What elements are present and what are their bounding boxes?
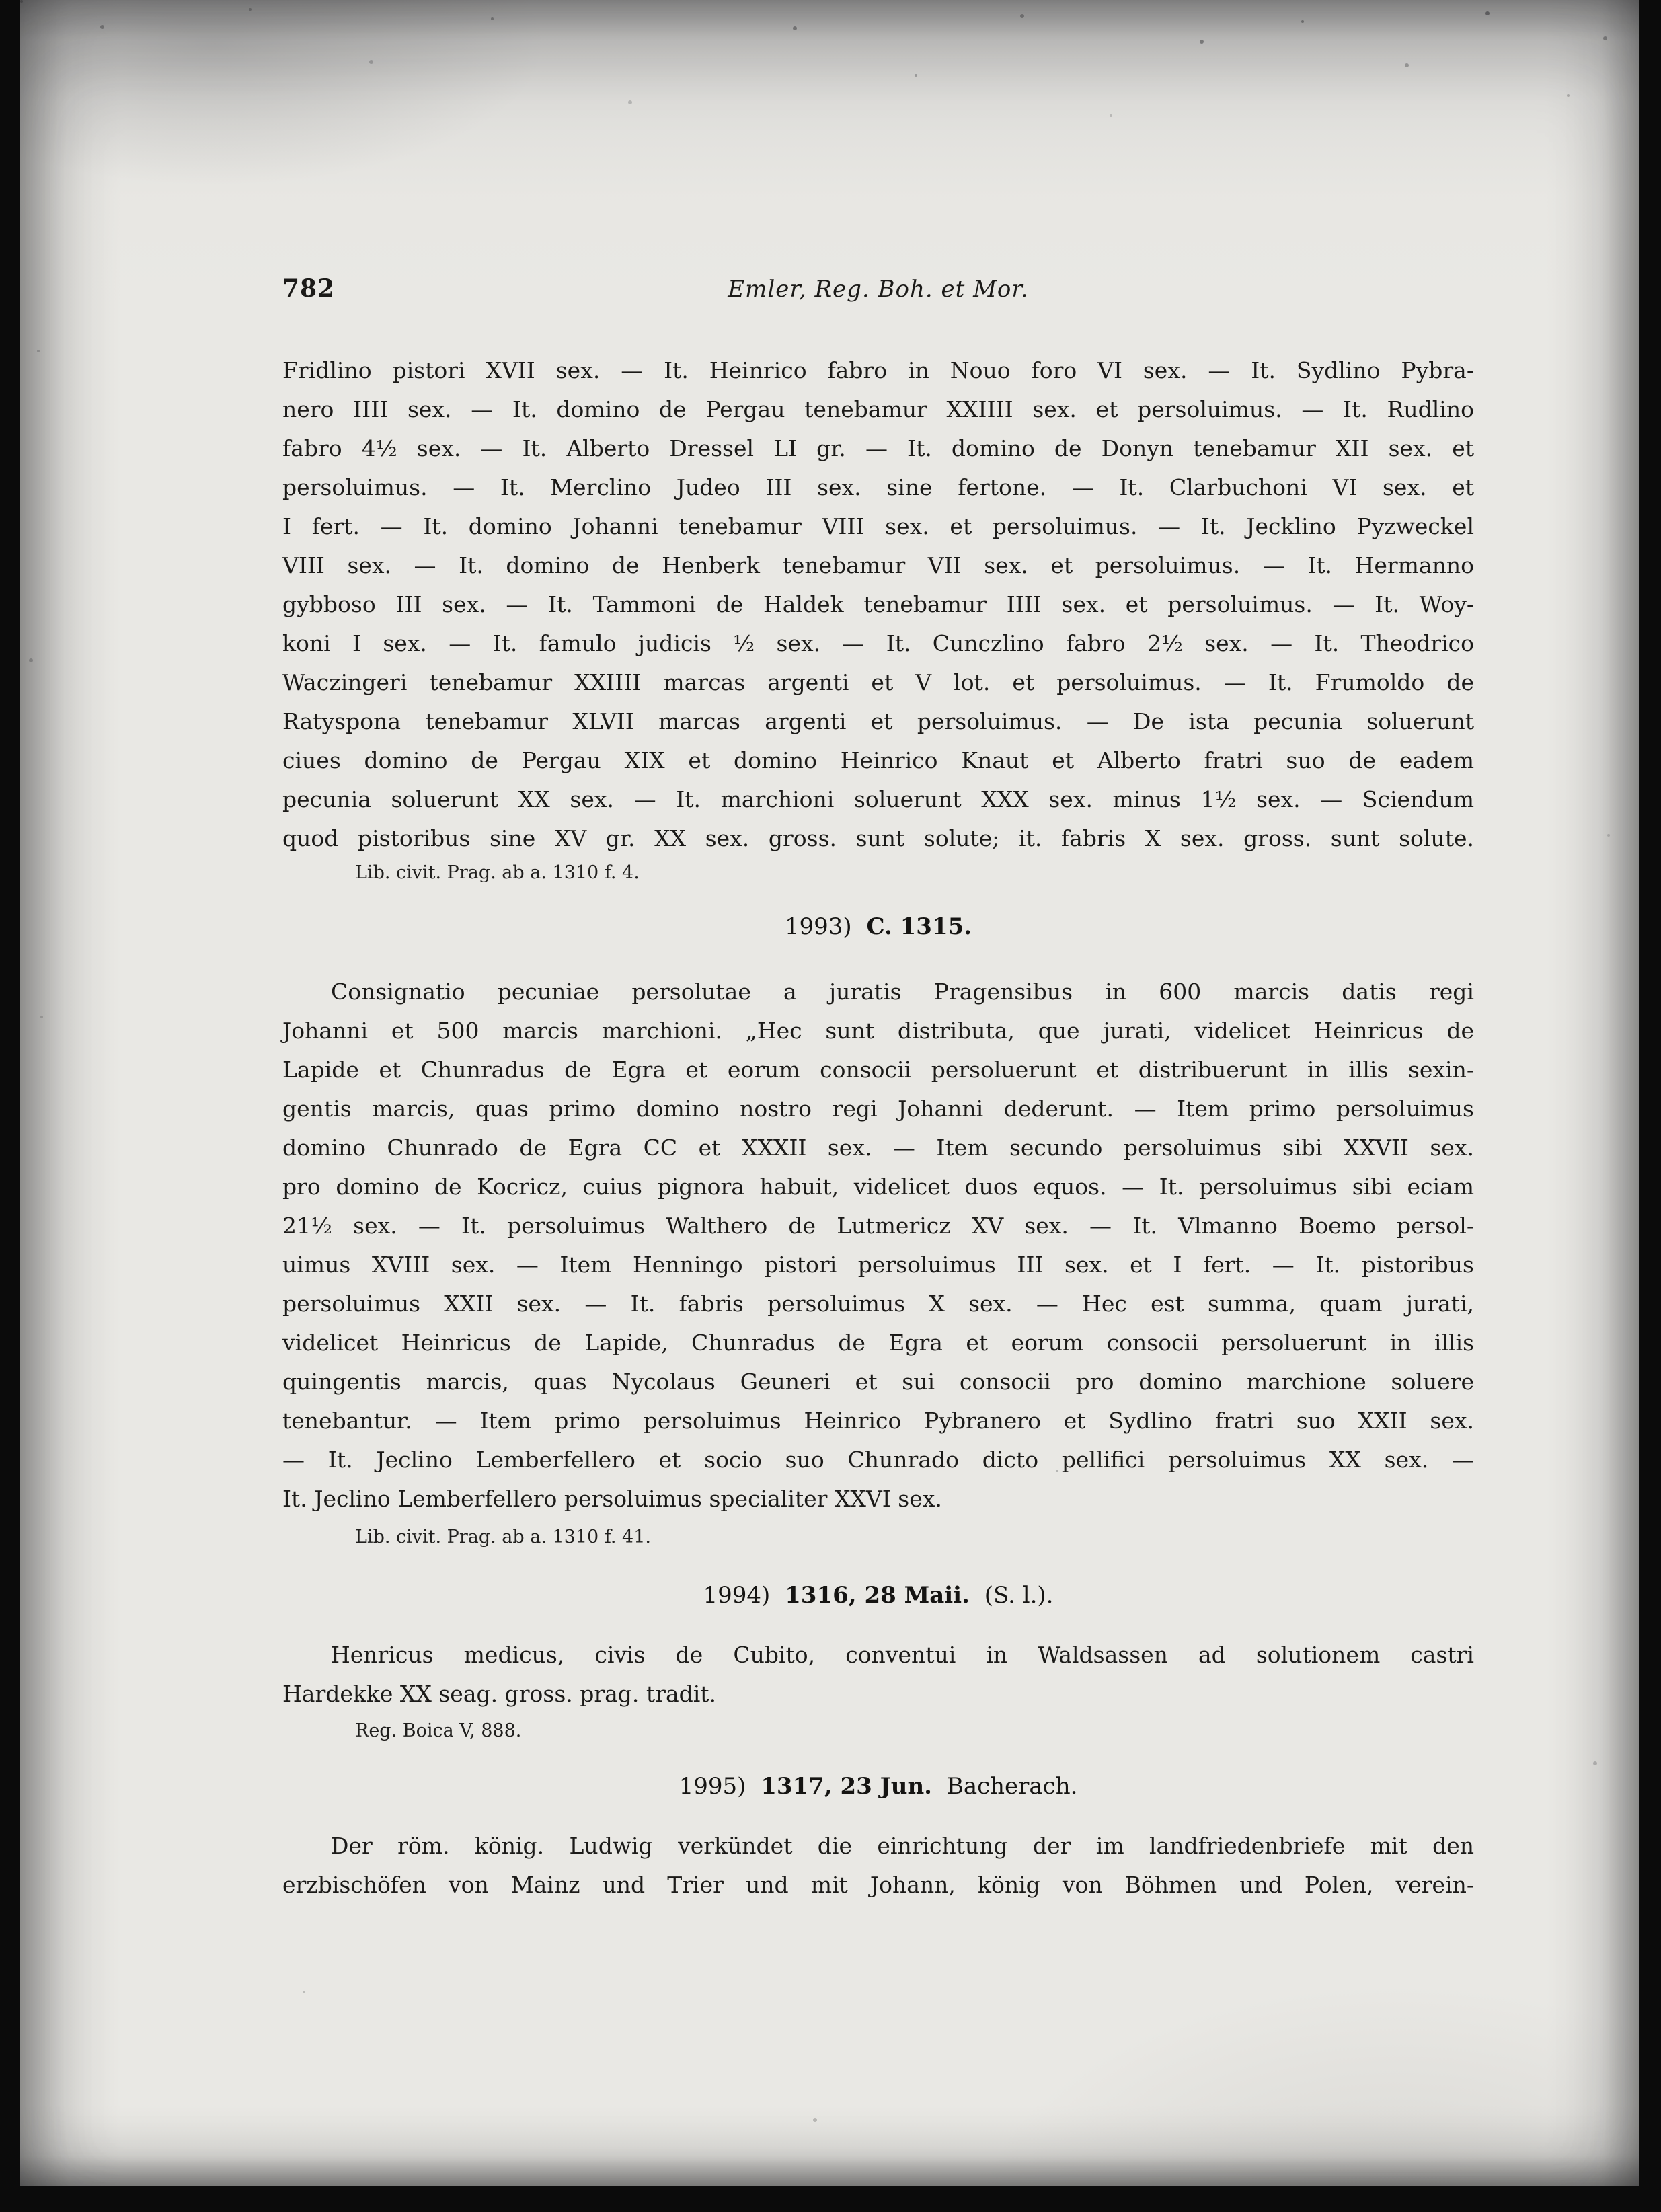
text-line: pecunia soluerunt XX sex. — It. marchioni soluerunt XXX sex. minus 1½ sex. — Sciendum: [282, 786, 1474, 812]
entry-1995-paragraph: [282, 1827, 1474, 1905]
text-line: gentis marcis, quas primo domino nostro regi Johanni dederunt. — Item primo persoluimus: [282, 1096, 1474, 1122]
heading-date: 1317, 23 Jun.: [761, 1773, 933, 1800]
text-line: Ratyspona tenebamur XLVII marcas argenti et persoluimus. — De ista pecunia soluerunt: [282, 708, 1474, 734]
text-line: 21½ sex. — It. persoluimus Walthero de Lutmericz XV sex. — It. Vlmanno Boemo persol-: [282, 1213, 1474, 1239]
entry-1994-citation: Reg. Boica V, 888.: [355, 1720, 522, 1741]
text-line: Der röm. könig. Ludwig verkündet die einrichtung der im landfriedenbriefe mit den: [331, 1833, 1474, 1859]
text-line: persoluimus. — It. Merclino Judeo III sex. sine fertone. — It. Clarbuchoni VI sex. et: [282, 474, 1474, 500]
text-line: I fert. — It. domino Johanni tenebamur VIII sex. et persoluimus. — It. Jecklino Pyzweckel: [282, 513, 1474, 539]
text-line: Fridlino pistori XVII sex. — It. Heinrico fabro in Nouo foro VI sex. — It. Sydlino Pybra-: [282, 357, 1474, 383]
entry-1992-citation: Lib. civit. Prag. ab a. 1310 f. 4.: [355, 862, 640, 883]
text-line: Lapide et Chunradus de Egra et eorum consocii persoluerunt et distribuerunt in illis sexin-: [282, 1057, 1474, 1083]
text-line: koni I sex. — It. famulo judicis ½ sex. — It. Cunczlino fabro 2½ sex. — It. Theodrico: [282, 630, 1474, 656]
text-line: quod pistoribus sine XV gr. XX sex. gross. sunt solute; it. fabris X sex. gross. sunt solute.: [282, 825, 1474, 851]
text-line: ciues domino de Pergau XIX et domino Heinrico Knaut et Alberto fratri suo de eadem: [282, 747, 1474, 773]
text-line: domino Chunrado de Egra CC et XXXII sex. — Item secundo persoluimus sibi XXVII sex.: [282, 1135, 1474, 1161]
heading-number: 1995): [679, 1773, 746, 1800]
entry-1995-heading: [282, 1770, 1474, 1802]
heading-place: (S. l.).: [984, 1582, 1054, 1609]
text-line: fabro 4½ sex. — It. Alberto Dressel LI gr. — It. domino de Donyn tenebamur XII sex. et: [282, 435, 1474, 461]
text-line: nero IIII sex. — It. domino de Pergau tenebamur XXIIII sex. et persoluimus. — It. Rudlino: [282, 396, 1474, 422]
heading-number: 1994): [703, 1582, 771, 1609]
page-header: [282, 274, 1474, 312]
entry-1993-citation: Lib. civit. Prag. ab a. 1310 f. 41.: [355, 1527, 651, 1548]
text-line: uimus XVIII sex. — Item Henningo pistori persoluimus III sex. et I fert. — It. pistoribus: [282, 1252, 1474, 1278]
text-line: pro domino de Kocricz, cuius pignora habuit, videlicet duos equos. — It. persoluimus sibi eciam: [282, 1174, 1474, 1200]
running-title: Emler, Reg. Boh. et Mor.: [728, 276, 1029, 303]
entry-1994-paragraph: [282, 1636, 1474, 1714]
text-line: quingentis marcis, quas Nycolaus Geuneri et sui consocii pro domino marchione soluere: [282, 1369, 1474, 1395]
entry-1993-paragraph: [282, 972, 1474, 1519]
heading-place: Bacherach.: [946, 1773, 1078, 1800]
text-line: gybboso III sex. — It. Tammoni de Haldek tenebamur IIII sex. et persoluimus. — It. Woy-: [282, 591, 1474, 617]
text-line: Hardekke XX seag. gross. prag. tradit.: [282, 1681, 717, 1707]
page-number: 782: [282, 274, 336, 303]
entry-1993-heading: [282, 911, 1474, 943]
text-line: videlicet Heinricus de Lapide, Chunradus de Egra et eorum consocii persoluerunt in illis: [282, 1330, 1474, 1356]
text-line: Henricus medicus, civis de Cubito, conventui in Waldsassen ad solutionem castri: [331, 1642, 1474, 1668]
entry-1992-paragraph: [282, 351, 1474, 858]
page-content: [282, 274, 1474, 1905]
text-line: Johanni et 500 marcis marchioni. „Hec sunt distributa, que jurati, videlicet Heinricus de: [282, 1018, 1474, 1044]
text-line: Consignatio pecuniae persolutae a juratis Pragensibus in 600 marcis datis regi: [331, 979, 1474, 1005]
text-line: It. Jeclino Lemberfellero persoluimus specialiter XXVI sex.: [282, 1486, 942, 1512]
text-line: — It. Jeclino Lemberfellero et socio suo Chunrado dicto pellifici persoluimus XX sex. —: [282, 1447, 1474, 1473]
text-line: tenebantur. — Item primo persoluimus Heinrico Pybranero et Sydlino fratri suo XXII sex.: [282, 1408, 1474, 1434]
heading-date: C. 1315.: [866, 913, 972, 940]
heading-number: 1993): [784, 913, 852, 940]
scan-page: [20, 0, 1639, 2186]
text-line: VIII sex. — It. domino de Henberk tenebamur VII sex. et persoluimus. — It. Hermanno: [282, 552, 1474, 578]
text-line: erzbischöfen von Mainz und Trier und mit Johann, könig von Böhmen und Polen, verein-: [282, 1872, 1474, 1898]
scan-noise-speckles: [20, 0, 23, 3]
heading-date: 1316, 28 Maii.: [785, 1582, 970, 1609]
text-line: Waczingeri tenebamur XXIIII marcas argenti et V lot. et persoluimus. — It. Frumoldo de: [282, 669, 1474, 695]
text-line: persoluimus XXII sex. — It. fabris persoluimus X sex. — Hec est summa, quam jurati,: [282, 1291, 1474, 1317]
entry-1994-heading: [282, 1579, 1474, 1611]
